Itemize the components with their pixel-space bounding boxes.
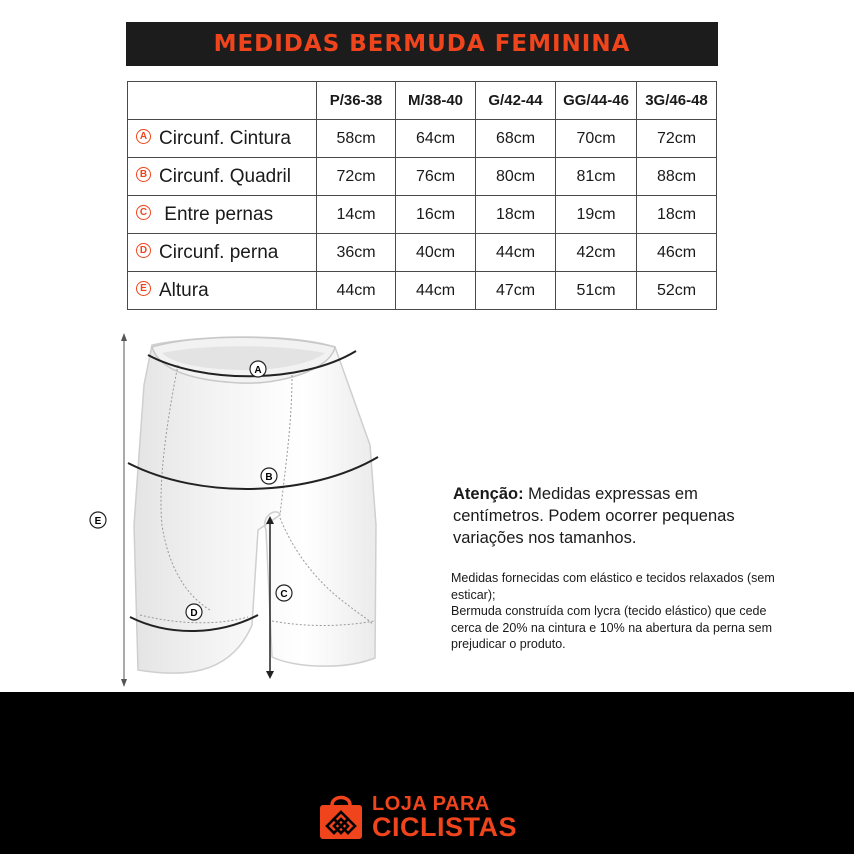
table-cell: 46cm [637,234,717,272]
marker-d-icon: D [136,243,151,258]
row-label [128,158,317,196]
row-label [128,196,317,234]
table-cell: 72cm [637,120,717,158]
table-row [128,158,717,196]
marker-a-icon: A [136,129,151,144]
column-header: GG/44-46 [556,82,637,120]
shorts-body [134,337,376,673]
table-cell: 47cm [476,272,556,310]
row-label-text: Circunf. perna [159,241,279,263]
table-cell: 40cm [396,234,476,272]
table-row [128,120,717,158]
page-title: MEDIDAS BERMUDA FEMININA [213,31,631,57]
marker-c-icon: C [136,205,151,220]
column-header: 3G/46-48 [637,82,717,120]
shopping-bag-icon [318,793,364,841]
table-cell: 44cm [396,272,476,310]
table-cell: 81cm [556,158,637,196]
table-row [128,196,717,234]
table-cell: 58cm [317,120,396,158]
table-cell: 52cm [637,272,717,310]
size-table [127,81,717,310]
attention-label: Atenção: [453,485,524,503]
details-line: Bermuda construída com lycra (tecido elástico) que cede cerca de 20% na cintura e 10% na abertura da perna sem prejudicar o produto. [451,604,773,651]
store-logo [318,793,517,841]
table-header-row [128,82,717,120]
table-row [128,234,717,272]
row-label-text: Entre pernas [159,203,274,225]
table-row [128,272,717,310]
column-header: G/42-44 [476,82,556,120]
table-cell: 36cm [317,234,396,272]
marker-c-label: C [280,589,288,600]
title-banner [126,22,718,66]
table-cell: 44cm [317,272,396,310]
shorts-illustration [80,325,440,690]
marker-b-label: B [265,472,273,483]
table-cell: 76cm [396,158,476,196]
marker-d-label: D [190,608,198,619]
table-cell: 44cm [476,234,556,272]
attention-note [453,483,793,549]
table-cell: 72cm [317,158,396,196]
table-cell: 42cm [556,234,637,272]
table-cell: 80cm [476,158,556,196]
table-cell: 88cm [637,158,717,196]
logo-line1: LOJA PARA [372,792,490,815]
row-label [128,272,317,310]
table-cell: 19cm [556,196,637,234]
details-line: Medidas fornecidas com elástico e tecidos relaxados (sem esticar); [451,571,775,602]
marker-e-icon: E [136,281,151,296]
table-cell: 16cm [396,196,476,234]
table-cell: 51cm [556,272,637,310]
marker-b-icon: B [136,167,151,182]
shorts-diagram [80,325,440,690]
table-cell: 70cm [556,120,637,158]
logo-line2: CICLISTAS [372,811,517,842]
table-cell: 14cm [317,196,396,234]
row-label-text: Circunf. Quadril [159,165,291,187]
row-label-text: Circunf. Cintura [159,127,291,149]
marker-a-label: A [254,365,262,376]
marker-e-label: E [94,516,102,527]
table-corner-cell [128,82,317,120]
details-note [451,570,781,653]
table-cell: 18cm [637,196,717,234]
column-header: P/36-38 [317,82,396,120]
column-header: M/38-40 [396,82,476,120]
table-cell: 68cm [476,120,556,158]
row-label [128,120,317,158]
attention-text: Medidas expressas em centímetros. Podem ocorrer pequenas variações nos tamanhos. [453,485,735,547]
table-cell: 64cm [396,120,476,158]
row-label [128,234,317,272]
row-label-text: Altura [159,279,209,301]
table-cell: 18cm [476,196,556,234]
